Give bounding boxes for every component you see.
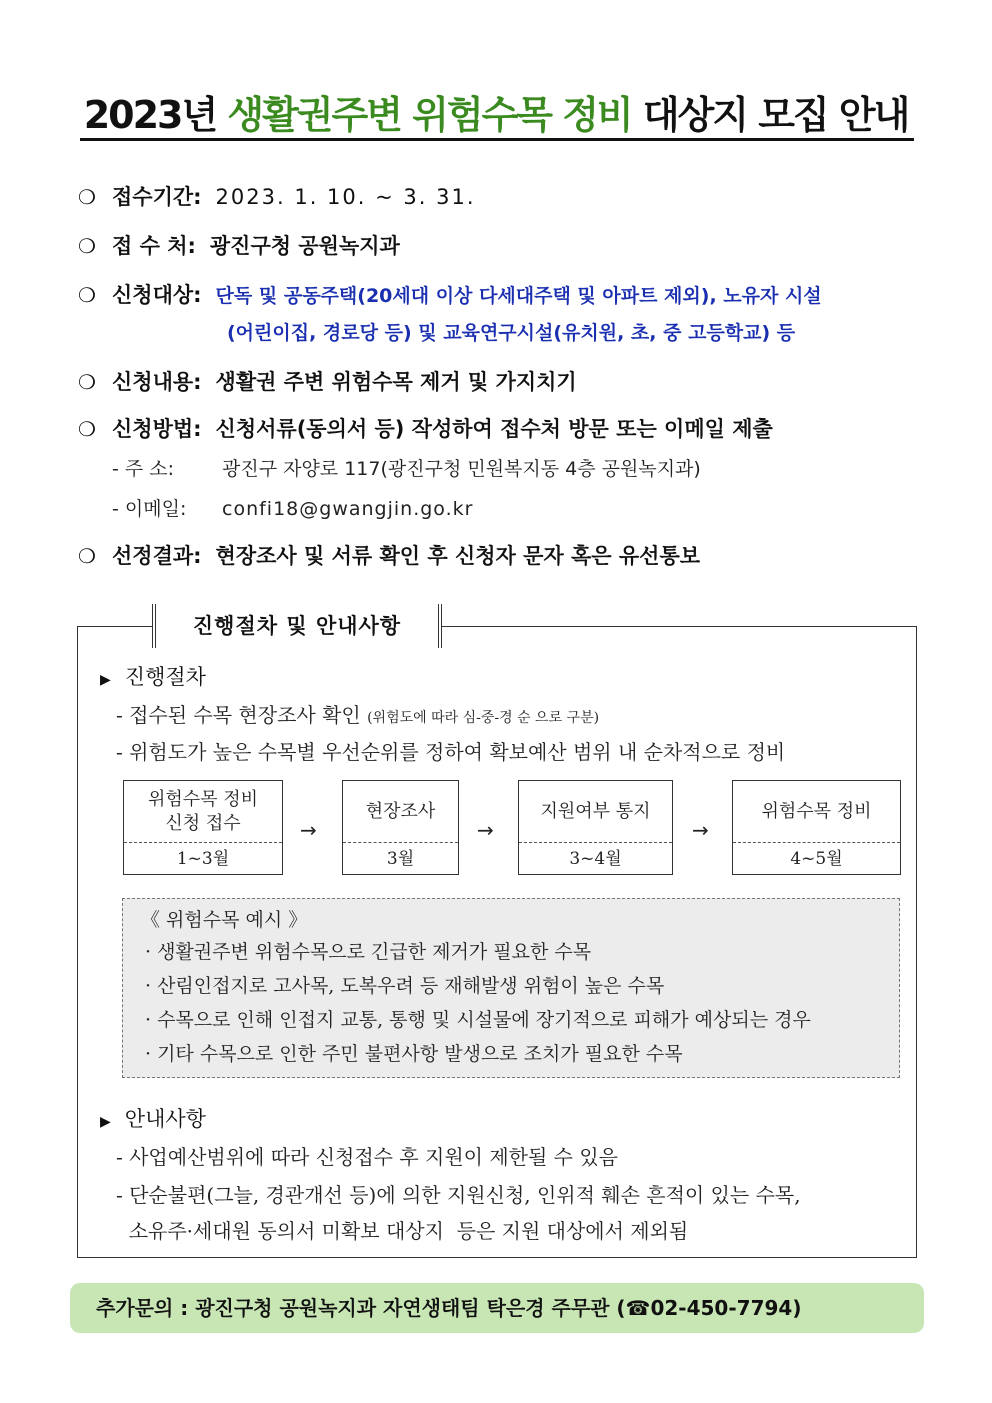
step-period: 4~5월 <box>733 842 900 875</box>
item-value: 현장조사 및 서류 확인 후 신청자 문자 혹은 유선통보 <box>215 544 701 568</box>
item-label: 선정결과: <box>112 544 202 568</box>
notice-line: - 단순불편(그늘, 경관개선 등)에 의한 지원신청, 인위적 훼손 흔적이 있는 수목, <box>116 1183 801 1207</box>
sub-email <box>112 495 473 523</box>
title-prefix: 2023년 <box>83 93 228 137</box>
step-application <box>123 780 283 875</box>
item-request-content <box>78 367 577 397</box>
sub-label: - 이메일: <box>112 498 187 520</box>
section-title: 진행절차 <box>124 665 206 689</box>
circle-bullet-icon: ❍ <box>78 544 96 568</box>
step-period: 3~4월 <box>519 842 672 875</box>
item-label: 신청대상: <box>112 283 202 307</box>
item-value: 단독 및 공동주택(20세대 이상 다세대주택 및 아파트 제외), 노유자 시설 <box>215 285 822 307</box>
item-reception-period <box>78 182 476 212</box>
section-notice <box>100 1104 206 1137</box>
page-title <box>78 88 914 142</box>
circle-bullet-icon: ❍ <box>78 234 96 258</box>
item-eligibility <box>78 280 822 311</box>
notice-line: - 사업예산범위에 따라 신청접수 후 지원이 제한될 수 있음 <box>116 1145 618 1169</box>
item-label: 접 수 처: <box>112 234 196 258</box>
step-period: 1~3월 <box>124 842 282 875</box>
sub-address <box>112 455 701 483</box>
sub-value: 광진구 자양로 117(광진구청 민원복지동 4층 공원녹지과) <box>222 458 701 480</box>
process-box-title: 진행절차 및 안내사항 <box>152 604 442 648</box>
line-text: - 접수된 수목 현장조사 확인 <box>116 703 361 727</box>
step-name-line2: 신청 접수 <box>165 812 241 834</box>
circle-bullet-icon: ❍ <box>78 283 96 307</box>
title-suffix: 대상지 모집 안내 <box>631 93 909 137</box>
step-name: 지원여부 통지 <box>540 800 651 822</box>
procedure-line <box>116 700 599 733</box>
circle-bullet-icon: ❍ <box>78 185 96 209</box>
step-maintenance <box>732 780 901 875</box>
item-label: 접수기간: <box>112 185 202 209</box>
item-selection-result <box>78 541 700 571</box>
item-label: 신청방법: <box>112 417 202 441</box>
step-name-line1: 위험수목 정비 <box>147 788 259 810</box>
title-highlight: 생활권주변 위험수목 정비 <box>227 93 632 137</box>
line-text: - 위험도가 높은 수목별 우선순위를 정하여 확보예산 범위 내 순차적으로 정비 <box>116 740 786 764</box>
step-name: 위험수목 정비 <box>761 800 872 822</box>
item-value: 2023. 1. 10. ~ 3. 31. <box>215 185 476 209</box>
item-value: 광진구청 공원녹지과 <box>209 234 400 258</box>
step-survey <box>342 780 459 875</box>
item-value: 신청서류(동의서 등) 작성하여 접수처 방문 또는 이메일 제출 <box>215 417 773 441</box>
triangle-right-icon: ▶ <box>100 672 111 688</box>
item-request-method <box>78 414 773 444</box>
step-period: 3월 <box>343 842 458 875</box>
step-notification <box>518 780 673 875</box>
item-eligibility-cont: (어린이집, 경로당 등) 및 교육연구시설(유치원, 초, 중 고등학교) 등 <box>227 322 796 344</box>
hazard-tree-examples <box>122 898 900 1078</box>
line-note: (위험도에 따라 심-중-경 순 으로 구분) <box>367 710 600 726</box>
procedure-line <box>116 737 785 767</box>
example-item: · 기타 수목으로 인한 주민 불편사항 발생으로 조치가 필요한 수목 <box>145 1043 683 1065</box>
title-underline <box>80 138 914 141</box>
step-name: 현장조사 <box>365 800 436 822</box>
section-procedure <box>100 662 206 695</box>
example-item: · 산림인접지로 고사목, 도복우려 등 재해발생 위험이 높은 수목 <box>145 975 665 997</box>
sub-label: - 주 소: <box>112 458 175 480</box>
email-link[interactable]: confi18@gwangjin.go.kr <box>222 498 474 520</box>
examples-heading: 《 위험수목 예시 》 <box>141 909 308 931</box>
triangle-right-icon: ▶ <box>100 1114 111 1130</box>
section-title: 안내사항 <box>124 1107 206 1131</box>
arrow-right-icon: → <box>692 818 709 842</box>
arrow-right-icon: → <box>300 818 317 842</box>
item-reception-office <box>78 231 400 261</box>
example-item: · 수목으로 인해 인접지 교통, 통행 및 시설물에 장기적으로 피해가 예상되는 경우 <box>145 1009 811 1031</box>
example-item: · 생활권주변 위험수목으로 긴급한 제거가 필요한 수목 <box>145 941 592 963</box>
notice-line: 소유주·세대원 동의서 미확보 대상지 등은 지원 대상에서 제외됨 <box>116 1219 689 1243</box>
step-name <box>124 781 282 842</box>
arrow-right-icon: → <box>477 818 494 842</box>
item-label: 신청내용: <box>112 370 202 394</box>
item-value: 생활권 주변 위험수목 제거 및 가지치기 <box>215 370 577 394</box>
circle-bullet-icon: ❍ <box>78 417 96 441</box>
circle-bullet-icon: ❍ <box>78 370 96 394</box>
contact-banner: 추가문의 : 광진구청 공원녹지과 자연생태팀 탁은경 주무관 (☎02-450-7794) <box>70 1283 924 1333</box>
